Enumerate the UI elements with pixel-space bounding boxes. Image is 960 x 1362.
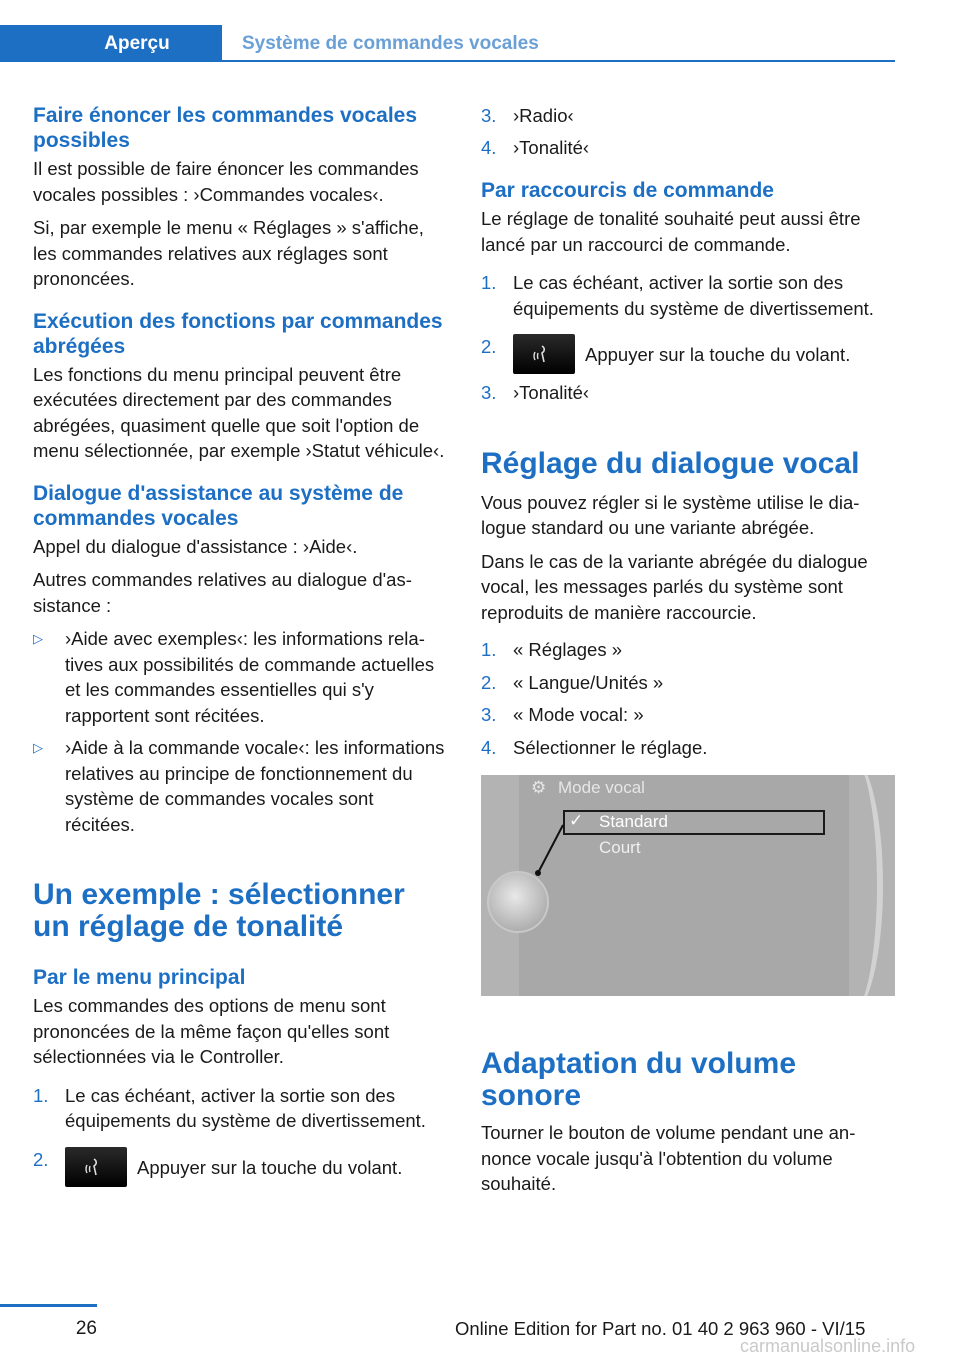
bullet-item: ▷ ›Aide à la commande vocale‹: les informations relatives au principe de fonctionnement du système de commandes vocales sont récitées.: [33, 735, 448, 837]
step-item: 2. Appuyer sur la touche du volant.: [33, 1147, 448, 1187]
footer-rule: [0, 1304, 97, 1307]
paragraph: Appel du dialogue d'assistance : ›Aide‹.: [33, 535, 358, 557]
edition-text: Online Edition for Part no. 01 40 2 963 960 - VI/15: [455, 1318, 866, 1339]
section-heading: Faire énoncer les commandes vocales possibles: [33, 104, 418, 152]
section-heading: Par le menu principal: [33, 966, 246, 989]
paragraph: Il est possible de faire énoncer les commandes vocales possibles : ›Commandes vocales‹.: [33, 158, 419, 205]
screen-title: Mode vocal: [558, 778, 645, 797]
paragraph: Vous pouvez régler si le système utilise le dialogue standard ou une variante abrégée.: [481, 491, 860, 538]
checkmark-icon: ✓: [569, 811, 584, 830]
section-heading: Par raccourcis de commande: [481, 179, 774, 202]
header-title: Système de commandes vocales: [242, 32, 539, 54]
header-rule: [222, 60, 895, 62]
chapter-heading: Réglage du dialogue vocal: [481, 446, 860, 480]
step-item: 4. Sélectionner le réglage.: [481, 736, 708, 758]
triangle-bullet-icon: ▷: [33, 740, 43, 755]
screen-option: Standard: [599, 812, 668, 831]
gear-icon: ⚙: [531, 778, 547, 797]
paragraph: Si, par exemple le menu « Réglages » s'affiche, les commandes relatives aux réglages sont prononcées.: [33, 217, 424, 289]
step-item: 1. Le cas échéant, activer la sortie son des équipements du système de divertissement.: [33, 1084, 426, 1131]
step-item: 1. Le cas échéant, activer la sortie son des équipements du système de divertissement.: [481, 272, 874, 319]
chapter-heading: Adaptation du volume sonore: [481, 1047, 796, 1112]
paragraph: Le réglage de tonalité souhaité peut aussi être lancé par un raccourci de commande.: [481, 208, 861, 255]
section-heading: Dialogue d'assistance au système de commandes vocales: [33, 481, 404, 530]
paragraph: Autres commandes relatives au dialogue d'assistance :: [33, 569, 412, 616]
right-column: [481, 103, 895, 1197]
voice-button-icon: [65, 1147, 127, 1187]
section-heading: Exécution des fonctions par commandes abrégées: [33, 309, 443, 358]
step-item: 2. Appuyer sur la touche du volant.: [481, 334, 895, 374]
chapter-heading: Un exemple : sélectionner un réglage de tonalité: [33, 878, 405, 943]
page-number: 26: [75, 1318, 97, 1339]
step-item: 3. ›Radio‹: [481, 105, 574, 126]
paragraph: Les commandes des options de menu sont prononcées de la même façon qu'elles sont sélectionnées via le Controller.: [33, 995, 390, 1067]
step-item: 2. « Langue/Unités »: [481, 671, 664, 693]
idrive-screen-image: [481, 775, 895, 996]
paragraph: Tourner le bouton de volume pendant une annonce vocale jusqu'à l'obtention du volume souhaité.: [481, 1122, 856, 1194]
callout-line: [481, 775, 895, 996]
header-tab: Aperçu: [0, 25, 222, 62]
step-item: 3. « Mode vocal: »: [481, 704, 644, 725]
paragraph: Dans le cas de la variante abrégée du dialogue vocal, les messages parlés du système sont reproduits de manière raccourcie.: [481, 550, 868, 623]
voice-button-icon: [513, 334, 575, 374]
step-item: 3. ›Tonalité‹: [481, 382, 590, 403]
step-item: 4. ›Tonalité‹: [481, 136, 590, 158]
screen-option: Court: [599, 838, 641, 857]
left-column: [33, 103, 448, 1187]
paragraph: Les fonctions du menu principal peuvent être exécutées directement par des commandes abrégées, quasiment quelle que soit l'option de menu sélectionnée, par exemple ›Statut véhicule‹.: [33, 363, 445, 461]
watermark: carmanualsonline.info: [740, 1336, 916, 1356]
step-item: 1. « Réglages »: [481, 639, 623, 660]
triangle-bullet-icon: ▷: [33, 631, 43, 646]
bullet-item: ▷ ›Aide avec exemples‹: les informations relatives aux possibilités de commande actuelles et les commandes essentielles qui s'y rapportent sont récitées.: [33, 626, 448, 728]
